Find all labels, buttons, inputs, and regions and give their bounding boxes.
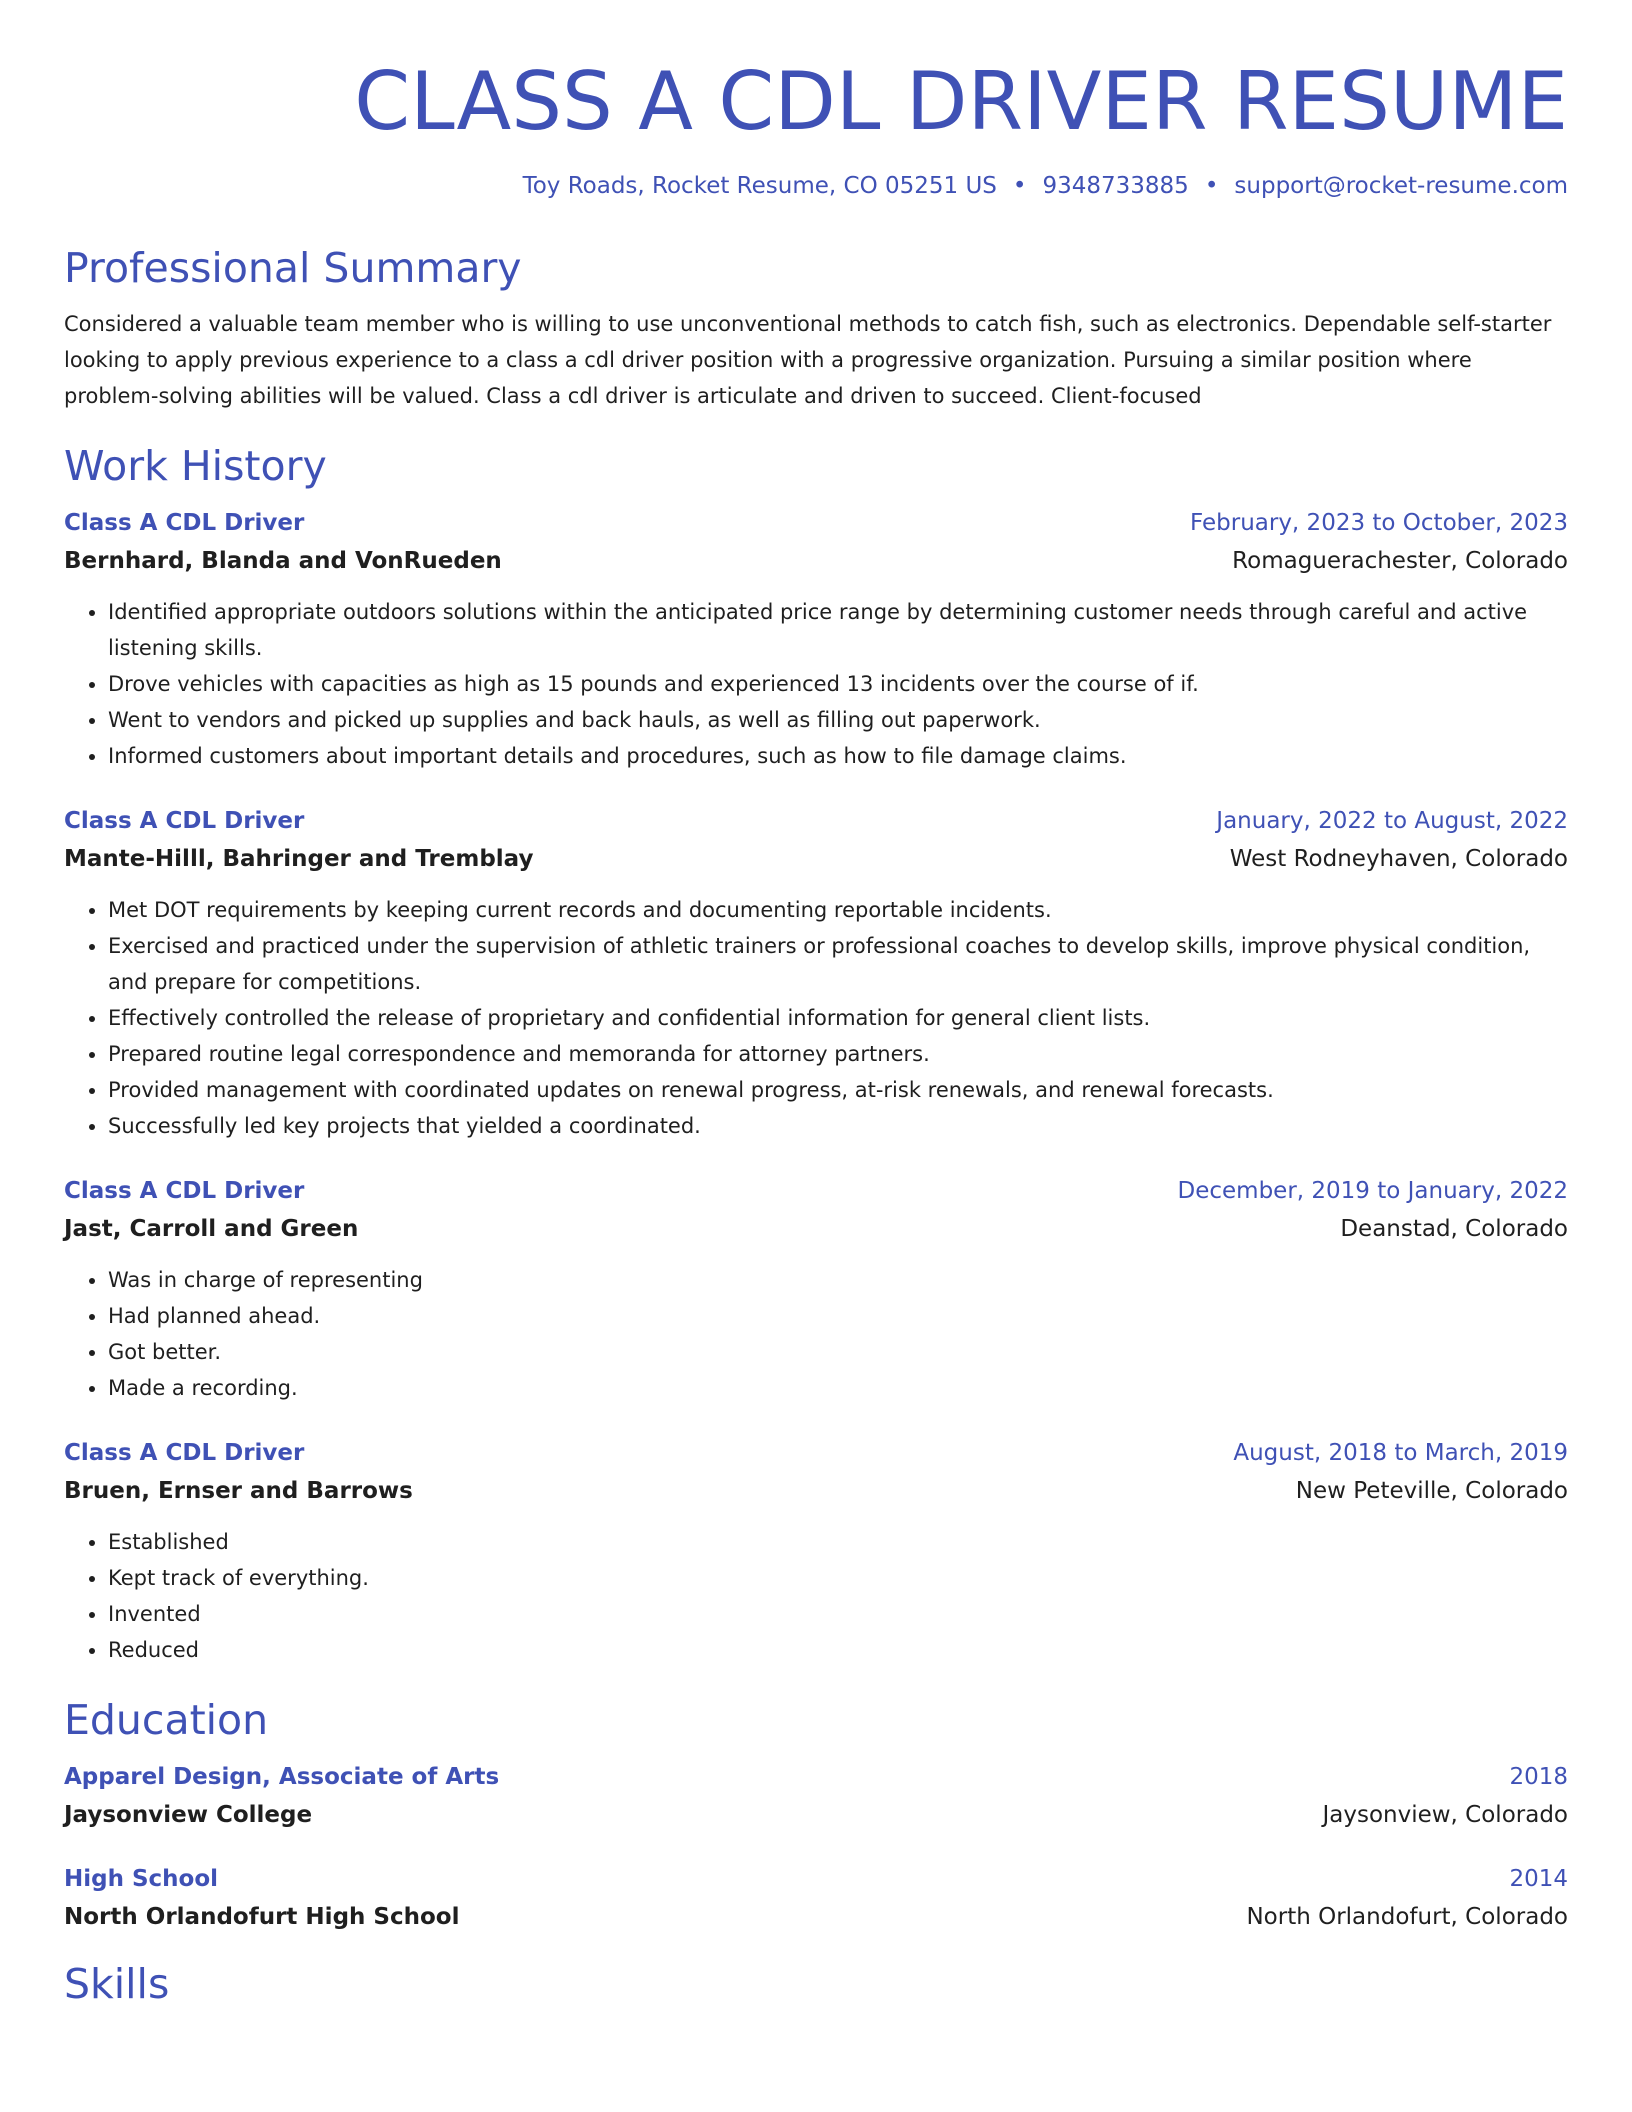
job-bullet: • Effectively controlled the release of proprietary and confidential information for general client lists. (108, 1000, 1568, 1036)
company-name: Bernhard, Blanda and VonRueden (64, 548, 502, 574)
resume-page (64, 0, 1568, 2010)
job-bullets (64, 892, 1568, 1144)
job-bullet: • Met DOT requirements by keeping current records and documenting reportable incidents. (108, 892, 1568, 928)
work-entry-header (64, 1172, 1568, 1210)
job-location: New Peteville, Colorado (1295, 1478, 1568, 1504)
job-bullet: • Kept track of everything. (108, 1560, 1568, 1596)
job-bullet: • Established (108, 1524, 1568, 1560)
job-bullet: • Exercised and practiced under the supervision of athletic trainers or professional coaches to develop skills, improve physical condition, and prepare for competitions. (108, 928, 1568, 1000)
degree-name: Apparel Design, Associate of Arts (64, 1764, 500, 1790)
work-entry (64, 504, 1568, 774)
graduation-year: 2018 (1509, 1764, 1568, 1790)
company-name: Bruen, Ernser and Barrows (64, 1478, 413, 1504)
degree-name: High School (64, 1866, 219, 1892)
work-entry-header (64, 802, 1568, 840)
job-dates: December, 2019 to January, 2022 (1177, 1178, 1568, 1204)
work-entry-header (64, 1434, 1568, 1472)
contact-separator: • (1012, 173, 1027, 199)
company-name: Mante-Hilll, Bahringer and Tremblay (64, 846, 534, 872)
work-entry-subheader (64, 542, 1568, 580)
job-bullet: • Successfully led key projects that yielded a coordinated. (108, 1108, 1568, 1144)
contact-line (64, 170, 1568, 202)
contact-separator: • (1204, 173, 1219, 199)
job-dates: January, 2022 to August, 2022 (1216, 808, 1568, 834)
job-location: Romaguerachester, Colorado (1232, 548, 1568, 574)
contact-email: support@rocket-resume.com (1234, 173, 1568, 199)
job-title: Class A CDL Driver (64, 1178, 305, 1204)
job-location: West Rodneyhaven, Colorado (1229, 846, 1568, 872)
job-bullet: • Drove vehicles with capacities as high as 15 pounds and experienced 13 incidents over the course of if. (108, 666, 1568, 702)
work-entry-header (64, 504, 1568, 542)
school-location: North Orlandofurt, Colorado (1246, 1904, 1568, 1930)
job-dates: August, 2018 to March, 2019 (1233, 1440, 1568, 1466)
job-title: Class A CDL Driver (64, 1440, 305, 1466)
job-bullet: • Went to vendors and picked up supplies and back hauls, as well as filling out paperwork. (108, 702, 1568, 738)
work-history-heading: Work History (64, 442, 327, 490)
education-entry (64, 1758, 1568, 1834)
school-location: Jaysonview, Colorado (1322, 1802, 1568, 1828)
job-location: Deanstad, Colorado (1340, 1216, 1568, 1242)
job-bullets (64, 1262, 1568, 1406)
school-name: North Orlandofurt High School (64, 1904, 460, 1930)
education-entry-header (64, 1758, 1568, 1796)
job-bullet: • Identified appropriate outdoors solutions within the anticipated price range by determining customer needs through careful and active listening skills. (108, 594, 1568, 666)
work-entry-subheader (64, 1210, 1568, 1248)
job-title: Class A CDL Driver (64, 808, 305, 834)
professional-summary-text: Considered a valuable team member who is willing to use unconventional methods to catch fish, such as electronics. Dependable self-starter looking to apply previous experience to a class a cdl driver position with a progressive organization. Pursuing a similar position where problem-solving abilities will be valued. Class a cdl driver is articulate and driven to succeed. Client-focused (64, 312, 1552, 408)
work-entry (64, 1434, 1568, 1668)
job-bullets (64, 1524, 1568, 1668)
job-bullet: • Informed customers about important details and procedures, such as how to file damage claims. (108, 738, 1568, 774)
skills-heading: Skills (64, 1960, 170, 2008)
job-dates: February, 2023 to October, 2023 (1190, 510, 1568, 536)
contact-address: Toy Roads, Rocket Resume, CO 05251 US (522, 173, 997, 199)
education-heading: Education (64, 1696, 269, 1744)
job-bullet: • Made a recording. (108, 1370, 1568, 1406)
education-entry-subheader (64, 1796, 1568, 1834)
job-bullet: • Provided management with coordinated updates on renewal progress, at-risk renewals, and renewal forecasts. (108, 1072, 1568, 1108)
job-bullets (64, 594, 1568, 774)
graduation-year: 2014 (1509, 1866, 1568, 1892)
work-entry-subheader (64, 1472, 1568, 1510)
professional-summary-heading: Professional Summary (64, 244, 522, 292)
contact-phone: 9348733885 (1042, 173, 1189, 199)
job-bullet: • Got better. (108, 1334, 1568, 1370)
job-bullet: • Was in charge of representing (108, 1262, 1568, 1298)
education-entry-header (64, 1860, 1568, 1898)
education-entry (64, 1860, 1568, 1936)
work-entry-subheader (64, 840, 1568, 878)
school-name: Jaysonview College (64, 1802, 313, 1828)
job-title: Class A CDL Driver (64, 510, 305, 536)
job-bullet: • Prepared routine legal correspondence and memoranda for attorney partners. (108, 1036, 1568, 1072)
job-bullet: • Invented (108, 1596, 1568, 1632)
education-entry-subheader (64, 1898, 1568, 1936)
job-bullet: • Reduced (108, 1632, 1568, 1668)
work-entry (64, 1172, 1568, 1406)
job-bullet: • Had planned ahead. (108, 1298, 1568, 1334)
company-name: Jast, Carroll and Green (64, 1216, 359, 1242)
work-entry (64, 802, 1568, 1144)
resume-title: CLASS A CDL DRIVER RESUME (354, 55, 1568, 148)
